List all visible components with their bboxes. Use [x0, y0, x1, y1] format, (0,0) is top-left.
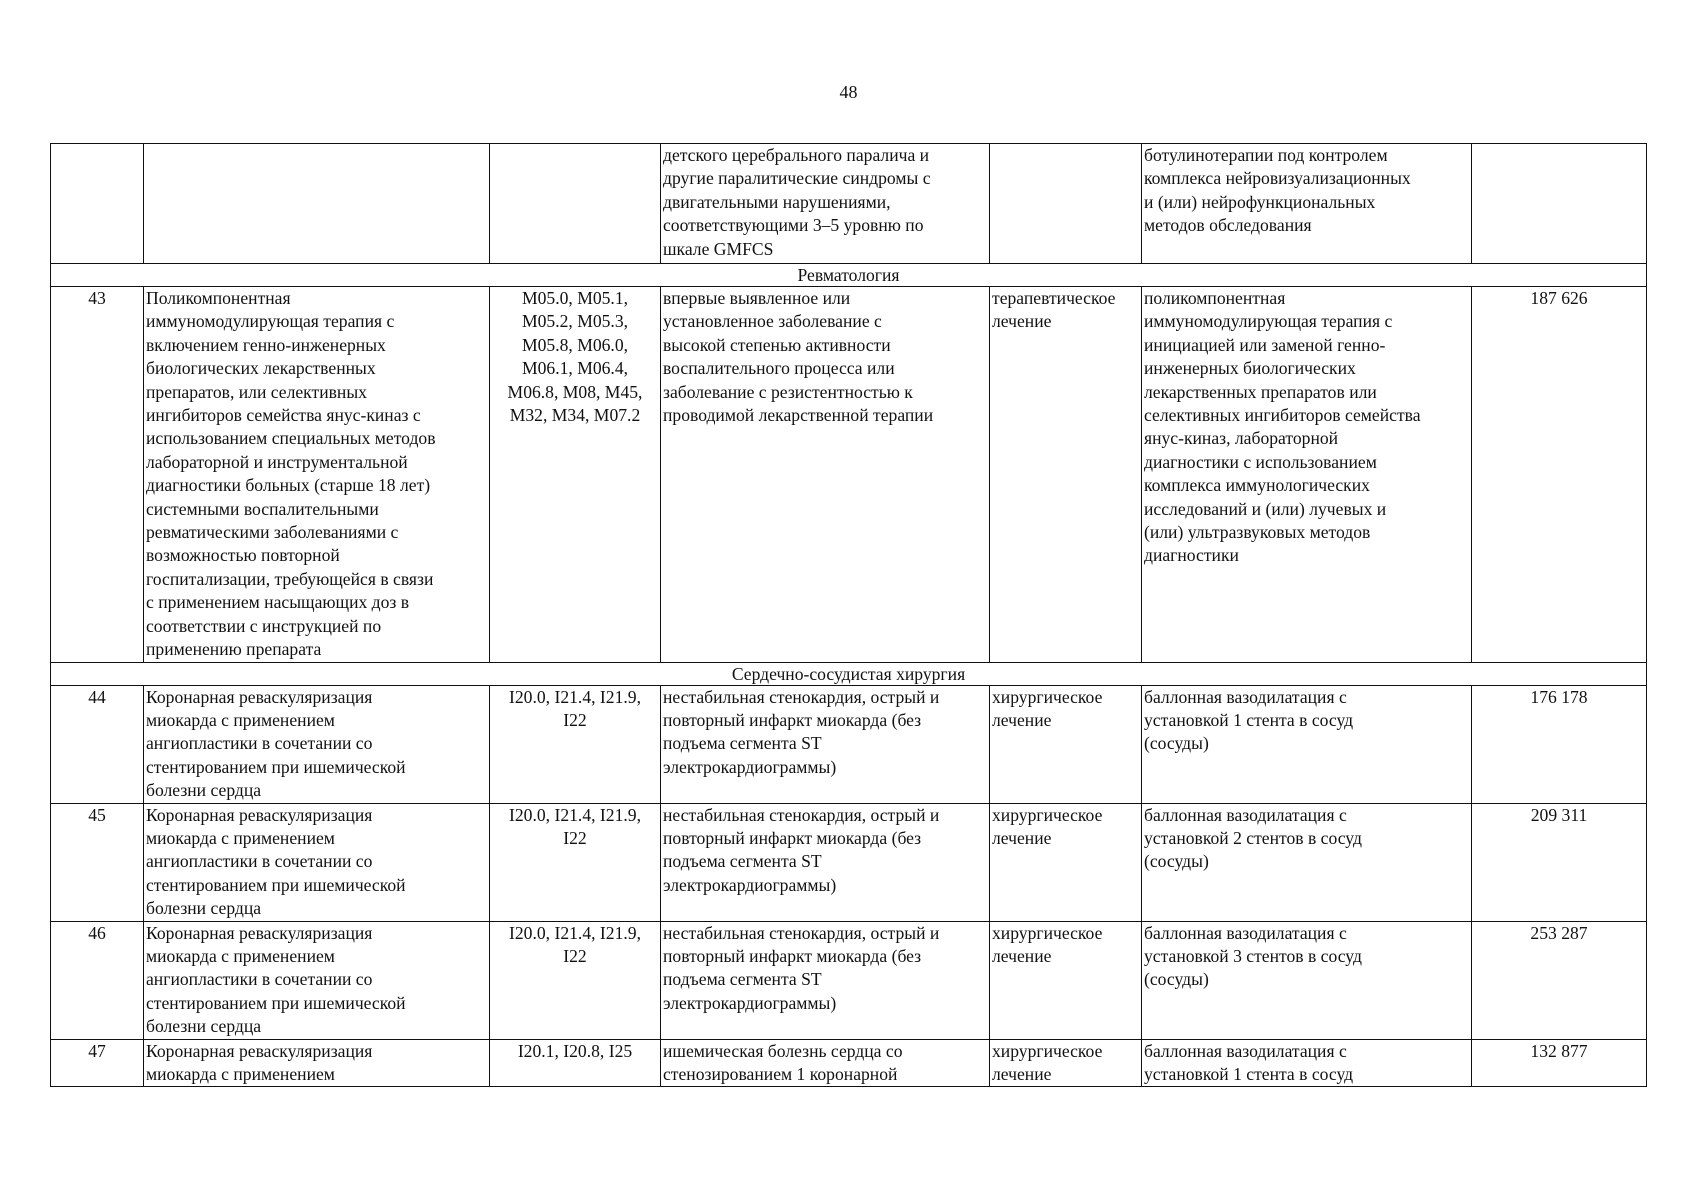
patient-model-cell-line: подъема сегмента ST: [663, 969, 822, 990]
table-row: [51, 144, 1647, 264]
patient-model-cell: [661, 803, 990, 921]
patient-model-cell: [661, 287, 990, 663]
patient-model-cell-line: электрокардиограммы): [663, 992, 837, 1013]
treatment-method-cell-line: (сосуды): [1144, 733, 1209, 754]
table-body: [51, 144, 1647, 1087]
treatment-type-cell-line: хирургическое: [992, 804, 1103, 825]
row-number: 44: [51, 685, 144, 803]
icd-codes-cell-line: I20.0, I21.4, I21.9,: [509, 686, 641, 707]
patient-model-cell-line: нестабильная стенокардия, острый и: [663, 686, 940, 707]
icd-codes-cell: [490, 1039, 661, 1087]
section-header-row: [51, 264, 1647, 287]
patient-model-cell-line: ишемическая болезнь сердца со: [663, 1040, 903, 1061]
treatment-method-cell-line: (сосуды): [1144, 969, 1209, 990]
service-name-cell: [144, 287, 490, 663]
section-header-row: [51, 662, 1647, 685]
icd-codes-cell: [490, 287, 661, 663]
service-name-cell-line: болезни сердца: [146, 1016, 262, 1037]
service-name-cell: [144, 803, 490, 921]
service-name-cell: [144, 1039, 490, 1087]
row-number: 43: [51, 287, 144, 663]
treatment-type-cell-line: лечение: [992, 827, 1052, 848]
icd-codes-cell-line: M32, M34, M07.2: [509, 405, 641, 426]
patient-model-cell: [661, 685, 990, 803]
treatment-type-cell: [990, 803, 1142, 921]
service-name-cell-line: миокарда с применением: [146, 827, 335, 848]
service-name-cell-line: иммуномодулирующая терапия с: [146, 311, 395, 332]
service-name-cell: [144, 144, 490, 264]
patient-model-cell-line: подъема сегмента ST: [663, 733, 822, 754]
price-cell: 176 178: [1472, 685, 1647, 803]
treatment-method-cell-line: инженерных биологических: [1144, 358, 1356, 379]
icd-codes-cell: [490, 921, 661, 1039]
treatment-method-cell: [1142, 921, 1472, 1039]
service-name-cell-line: ревматическими заболеваниями с: [146, 522, 399, 543]
service-name-cell-line: Коронарная реваскуляризация: [146, 1040, 373, 1061]
service-name-cell-line: диагностики больных (старше 18 лет): [146, 475, 431, 496]
price-cell: 132 877: [1472, 1039, 1647, 1087]
price-cell: [1472, 144, 1647, 264]
service-name-cell-line: соответствии с инструкцией по: [146, 615, 382, 636]
treatment-type-cell: [990, 1039, 1142, 1087]
service-name-cell-line: миокарда с применением: [146, 1064, 335, 1084]
patient-model-cell: [661, 144, 990, 264]
table-row: [51, 287, 1647, 663]
service-name-cell-line: стентированием при ишемической: [146, 756, 406, 777]
icd-codes-cell: [490, 803, 661, 921]
service-name-cell-line: Коронарная реваскуляризация: [146, 922, 373, 943]
icd-codes-cell-line: M05.2, M05.3,: [521, 311, 629, 332]
icd-codes-cell-line: M05.8, M06.0,: [521, 334, 629, 355]
service-name-cell-line: ангиопластики в сочетании со: [146, 733, 373, 754]
icd-codes-cell-line: M06.1, M06.4,: [521, 358, 629, 379]
treatment-method-cell-line: установкой 3 стентов в сосуд: [1144, 945, 1362, 966]
service-name-cell-line: стентированием при ишемической: [146, 992, 406, 1013]
treatment-method-cell-line: лекарственных препаратов или: [1144, 381, 1377, 402]
icd-codes-cell-line: M06.8, M08, M45,: [507, 381, 643, 402]
treatment-type-cell: [990, 685, 1142, 803]
service-name-cell-line: биологических лекарственных: [146, 358, 376, 379]
patient-model-cell-line: электрокардиограммы): [663, 874, 837, 895]
patient-model-cell-line: проводимой лекарственной терапии: [663, 405, 934, 426]
icd-codes-cell-line: I22: [563, 827, 587, 848]
treatment-method-cell-line: баллонная вазодилатация с: [1144, 686, 1347, 707]
treatment-method-cell-line: поликомпонентная: [1144, 288, 1286, 308]
treatment-method-cell-line: установкой 2 стентов в сосуд: [1144, 827, 1362, 848]
patient-model-cell-line: двигательными нарушениями,: [663, 191, 891, 212]
treatment-type-cell-line: лечение: [992, 311, 1052, 332]
treatment-type-cell-line: лечение: [992, 945, 1052, 966]
service-name-cell-line: ингибиторов семейства янус-киназ с: [146, 405, 421, 426]
service-name-cell-line: лабораторной и инструментальной: [146, 451, 408, 472]
patient-model-cell-line: подъема сегмента ST: [663, 851, 822, 872]
service-name-cell-line: применению препарата: [146, 639, 322, 660]
service-name-cell-line: включением генно-инженерных: [146, 334, 386, 355]
service-name-cell-line: возможностью повторной: [146, 545, 340, 566]
treatment-method-cell-line: (или) ультразвуковых методов: [1144, 522, 1371, 543]
treatment-method-cell-line: установкой 1 стента в сосуд: [1144, 709, 1354, 730]
icd-codes-cell-line: M05.0, M05.1,: [521, 288, 629, 308]
service-name-cell-line: Коронарная реваскуляризация: [146, 804, 373, 825]
treatment-method-cell-line: диагностики с использованием: [1144, 451, 1377, 472]
row-number: 47: [51, 1039, 144, 1087]
icd-codes-cell-line: I20.1, I20.8, I25: [517, 1040, 633, 1061]
patient-model-cell-line: другие паралитические синдромы с: [663, 168, 931, 189]
table-row: [51, 1039, 1647, 1087]
table-row: [51, 921, 1647, 1039]
treatment-method-cell-line: (сосуды): [1144, 851, 1209, 872]
patient-model-cell-line: детского церебрального паралича и: [663, 145, 930, 165]
treatment-method-cell-line: баллонная вазодилатация с: [1144, 922, 1347, 943]
row-number: 46: [51, 921, 144, 1039]
service-name-cell-line: Коронарная реваскуляризация: [146, 686, 373, 707]
icd-codes-cell-line: I22: [563, 945, 587, 966]
price-cell: 187 626: [1472, 287, 1647, 663]
patient-model-cell-line: нестабильная стенокардия, острый и: [663, 922, 940, 943]
icd-codes-cell-line: I20.0, I21.4, I21.9,: [509, 804, 641, 825]
service-name-cell-line: с применением насыщающих доз в: [146, 592, 410, 613]
treatment-type-cell-line: хирургическое: [992, 922, 1103, 943]
price-cell: 253 287: [1472, 921, 1647, 1039]
service-name-cell: [144, 921, 490, 1039]
treatment-method-cell-line: диагностики: [1144, 545, 1239, 566]
patient-model-cell-line: электрокардиограммы): [663, 756, 837, 777]
service-name-cell-line: стентированием при ишемической: [146, 874, 406, 895]
patient-model-cell-line: стенозированием 1 коронарной: [663, 1064, 898, 1084]
treatment-method-cell: [1142, 685, 1472, 803]
section-title: Ревматология: [51, 264, 1647, 287]
treatment-method-cell-line: комплекса нейровизуализационных: [1144, 168, 1411, 189]
patient-model-cell-line: соответствующими 3–5 уровню по: [663, 215, 924, 236]
price-cell: 209 311: [1472, 803, 1647, 921]
treatment-type-cell-line: лечение: [992, 709, 1052, 730]
service-name-cell-line: миокарда с применением: [146, 945, 335, 966]
service-name-cell-line: препаратов, или селективных: [146, 381, 367, 402]
icd-codes-cell: [490, 144, 661, 264]
treatment-type-cell-line: терапевтическое: [992, 288, 1116, 308]
service-name-cell-line: системными воспалительными: [146, 498, 379, 519]
patient-model-cell-line: повторный инфаркт миокарда (без: [663, 945, 922, 966]
treatment-type-cell-line: хирургическое: [992, 1040, 1103, 1061]
patient-model-cell-line: заболевание с резистентностью к: [663, 381, 913, 402]
icd-codes-cell: [490, 685, 661, 803]
row-number: [51, 144, 144, 264]
treatment-method-cell-line: баллонная вазодилатация с: [1144, 804, 1347, 825]
table-row: [51, 685, 1647, 803]
service-name-cell-line: болезни сердца: [146, 780, 262, 801]
row-number: 45: [51, 803, 144, 921]
patient-model-cell-line: воспалительного процесса или: [663, 358, 895, 379]
treatment-method-cell: [1142, 1039, 1472, 1087]
service-name-cell-line: ангиопластики в сочетании со: [146, 969, 373, 990]
patient-model-cell-line: повторный инфаркт миокарда (без: [663, 827, 922, 848]
section-title: Сердечно-сосудистая хирургия: [51, 662, 1647, 685]
services-table: [50, 143, 1647, 1087]
patient-model-cell-line: впервые выявленное или: [663, 288, 851, 308]
icd-codes-cell-line: I20.0, I21.4, I21.9,: [509, 922, 641, 943]
treatment-method-cell-line: комплекса иммунологических: [1144, 475, 1370, 496]
service-name-cell-line: миокарда с применением: [146, 709, 335, 730]
treatment-type-cell: [990, 144, 1142, 264]
service-name-cell: [144, 685, 490, 803]
treatment-method-cell: [1142, 144, 1472, 264]
treatment-type-cell-line: лечение: [992, 1064, 1052, 1084]
patient-model-cell-line: установленное заболевание с: [663, 311, 882, 332]
page-number: 48: [839, 82, 858, 102]
patient-model-cell-line: нестабильная стенокардия, острый и: [663, 804, 940, 825]
treatment-method-cell-line: исследований и (или) лучевых и: [1144, 498, 1387, 519]
service-name-cell-line: госпитализации, требующейся в связи: [146, 568, 434, 589]
patient-model-cell-line: высокой степенью активности: [663, 334, 891, 355]
patient-model-cell: [661, 1039, 990, 1087]
table-row: [51, 803, 1647, 921]
treatment-type-cell: [990, 287, 1142, 663]
service-name-cell-line: Поликомпонентная: [146, 288, 291, 308]
treatment-method-cell: [1142, 803, 1472, 921]
treatment-method-cell: [1142, 287, 1472, 663]
treatment-method-cell-line: инициацией или заменой генно-: [1144, 334, 1386, 355]
treatment-type-cell-line: хирургическое: [992, 686, 1103, 707]
treatment-method-cell-line: и (или) нейрофункциональных: [1144, 191, 1376, 212]
treatment-method-cell-line: установкой 1 стента в сосуд: [1144, 1064, 1354, 1084]
treatment-method-cell-line: иммуномодулирующая терапия с: [1144, 311, 1393, 332]
service-name-cell-line: ангиопластики в сочетании со: [146, 851, 373, 872]
treatment-method-cell-line: селективных ингибиторов семейства: [1144, 405, 1421, 426]
treatment-method-cell-line: баллонная вазодилатация с: [1144, 1040, 1347, 1061]
patient-model-cell-line: повторный инфаркт миокарда (без: [663, 709, 922, 730]
service-name-cell-line: болезни сердца: [146, 898, 262, 919]
treatment-method-cell-line: янус-киназ, лабораторной: [1144, 428, 1339, 449]
treatment-method-cell-line: методов обследования: [1144, 215, 1312, 236]
treatment-type-cell: [990, 921, 1142, 1039]
icd-codes-cell-line: I22: [563, 709, 587, 730]
patient-model-cell-line: шкале GMFCS: [663, 238, 774, 259]
patient-model-cell: [661, 921, 990, 1039]
treatment-method-cell-line: ботулинотерапии под контролем: [1144, 145, 1388, 165]
service-name-cell-line: использованием специальных методов: [146, 428, 436, 449]
